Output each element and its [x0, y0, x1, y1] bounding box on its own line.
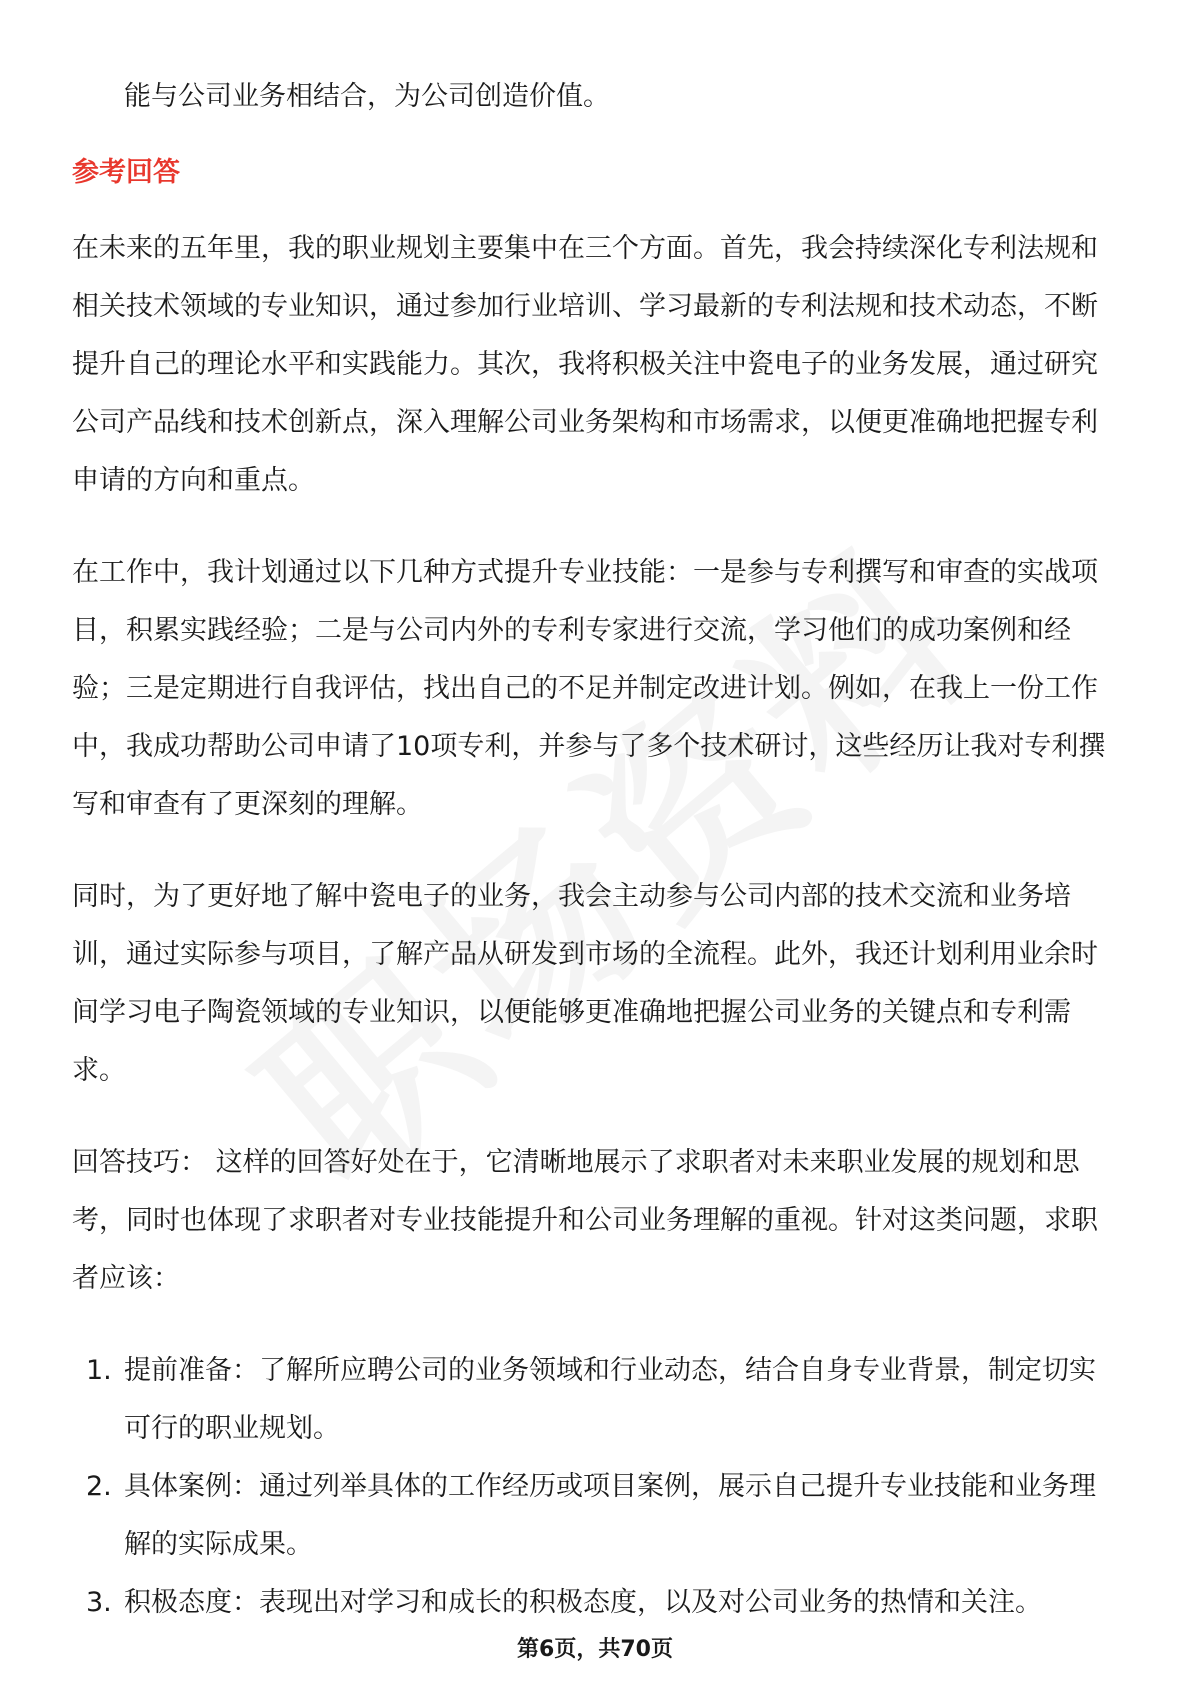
list-item	[72, 1574, 1122, 1632]
intro-line: 能与公司业务相结合，为公司创造价值。	[124, 81, 610, 112]
answer-paragraph-2: 在工作中，我计划通过以下几种方式提升专业技能：一是参与专利撰写和审查的实战项目，积累实践经验；二是与公司内外的专利专家进行交流，学习他们的成功案例和经验；三是定期进行自我评估，找出自己的不足并制定改进计划。例如，在我上一份工作中，我成功帮助公司申请了10项专利，并参与了多个技术研讨，这些经历让我对专利撰写和审查有了更深刻的理解。	[72, 557, 1106, 820]
list-text: 提前准备：了解所应聘公司的业务领域和行业动态，结合自身专业背景，制定切实可行的职业规划。	[124, 1355, 1096, 1444]
list-item	[72, 1458, 1122, 1574]
list-number: 1.	[86, 1355, 112, 1386]
tips-intro-paragraph: 回答技巧： 这样的回答好处在于，它清晰地展示了求职者对未来职业发展的规划和思考，同时也体现了求职者对专业技能提升和公司业务理解的重视。针对这类问题，求职者应该：	[72, 1147, 1098, 1294]
page-number-footer: 第6页，共70页	[517, 1637, 673, 1662]
list-number: 2.	[86, 1471, 112, 1502]
section-title: 参考回答	[72, 157, 180, 188]
list-text: 具体案例：通过列举具体的工作经历或项目案例，展示自己提升专业技能和业务理解的实际成果。	[124, 1471, 1096, 1560]
tips-list	[72, 1342, 1122, 1632]
page-content	[72, 68, 1122, 1632]
answer-paragraph-1: 在未来的五年里，我的职业规划主要集中在三个方面。首先，我会持续深化专利法规和相关技术领域的专业知识，通过参加行业培训、学习最新的专利法规和技术动态，不断提升自己的理论水平和实践能力。其次，我将积极关注中瓷电子的业务发展，通过研究公司产品线和技术创新点，深入理解公司业务架构和市场需求，以便更准确地把握专利申请的方向和重点。	[72, 233, 1098, 496]
answer-paragraph-3: 同时，为了更好地了解中瓷电子的业务，我会主动参与公司内部的技术交流和业务培训，通过实际参与项目，了解产品从研发到市场的全流程。此外，我还计划利用业余时间学习电子陶瓷领域的专业知识，以便能够更准确地把握公司业务的关键点和专利需求。	[72, 881, 1098, 1086]
list-number: 3.	[86, 1587, 112, 1618]
list-item	[72, 1342, 1122, 1458]
list-text: 积极态度：表现出对学习和成长的积极态度，以及对公司业务的热情和关注。	[124, 1587, 1042, 1618]
